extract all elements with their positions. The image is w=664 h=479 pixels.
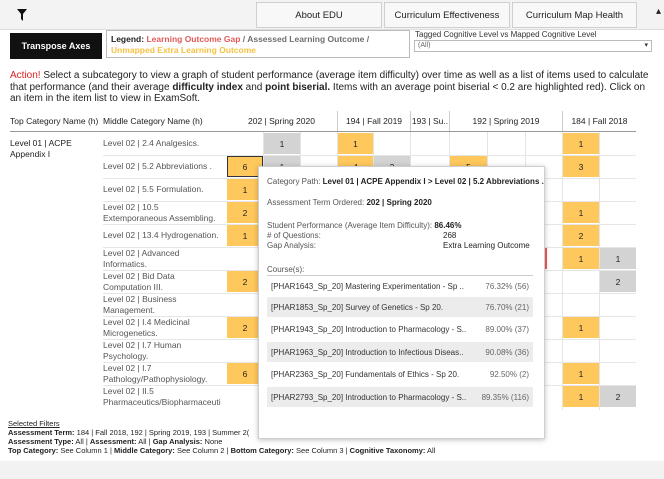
tooltip-courses-label: Course(s): [267, 265, 305, 274]
instructions-part: Items with an average point biserial < 0.2 are highlighted red). Click on an item in the item list to view in ExamSoft. [10, 81, 646, 104]
filter-label: Middle Category: [114, 446, 175, 455]
legend-separator: / [240, 34, 248, 44]
middle-category-row[interactable]: Level 02 | Bid Data Computation III. [103, 271, 175, 292]
course-value: 90.08% (36) [485, 347, 529, 357]
category-tooltip [258, 166, 545, 439]
tooltip-label: Assessment Term Ordered: [267, 198, 365, 207]
course-name: [PHAR1643_Sp_20] Mastering Experimentation - Sp .. [271, 281, 464, 291]
heatmap-cell[interactable]: 1 [563, 248, 599, 269]
filter-value: 184 | Fall 2018, 192 | Spring 2019, 193 | Summer 2( [74, 428, 250, 437]
filter-line-term [8, 428, 658, 437]
curriculum-map-health-button[interactable]: Curriculum Map Health [512, 2, 637, 28]
bottom-band [0, 461, 664, 479]
tooltip-gap-label: Gap Analysis: [267, 241, 316, 250]
tooltip-questions-value: 268 [443, 231, 457, 240]
course-value: 76.32% (56) [485, 281, 529, 291]
middle-category-row[interactable]: Level 02 | Business Management. [103, 294, 177, 315]
filter-label: Gap Analysis: [152, 437, 203, 446]
tooltip-performance [267, 221, 461, 230]
selected-filters-heading: Selected Filters [8, 419, 60, 428]
heatmap-cell[interactable]: 1 [227, 179, 263, 200]
top-category-label[interactable]: Level 01 | ACPE Appendix I [10, 138, 72, 159]
tooltip-value: 86.46% [434, 221, 462, 230]
legend-unmapped: Unmapped Extra Learning Outcome [111, 45, 256, 55]
instructions-text [10, 70, 650, 105]
course-name: [PHAR2363_Sp_20] Fundamentals of Ethics - Sp 20. [271, 369, 460, 379]
middle-category-row[interactable]: Level 02 | I.7 Human Psychology. [103, 340, 182, 361]
heatmap-cell[interactable]: 6 [227, 363, 263, 384]
middle-category-row[interactable]: Level 02 | 13.4 Hydrogenation. [103, 230, 219, 240]
tooltip-category-path [267, 177, 544, 186]
header-term-194[interactable]: 194 | Fall 2019 [345, 116, 403, 126]
legend-separator: / [364, 34, 370, 44]
heatmap-cell[interactable]: 1 [563, 363, 599, 384]
header-term-192[interactable]: 192 | Spring 2019 [472, 116, 540, 126]
dropdown-caret-icon: ▾ [644, 42, 648, 49]
course-list-item[interactable] [267, 364, 533, 384]
tagged-cognitive-label: Tagged Cognitive Level vs Mapped Cognitive Level [415, 30, 597, 39]
middle-category-row[interactable]: Level 02 | Advanced Informatics. [103, 248, 180, 269]
heatmap-cell[interactable]: 2 [227, 317, 263, 338]
tooltip-questions-label: # of Questions: [267, 231, 321, 240]
heatmap-cell[interactable]: 1 [264, 133, 300, 154]
heatmap-cell[interactable]: 2 [227, 202, 263, 223]
filter-value: See Column 3 | [293, 446, 350, 455]
heatmap-cell[interactable]: 1 [563, 202, 599, 223]
course-value: 76.70% (21) [485, 302, 529, 312]
heatmap-cell[interactable]: 1 [563, 386, 599, 407]
caret-up-icon: ▴ [656, 6, 662, 17]
filter-icon[interactable] [17, 9, 27, 21]
header-term-184[interactable]: 184 | Fall 2018 [571, 116, 628, 126]
filter-value: All | [136, 437, 153, 446]
tooltip-label: Student Performance (Average Item Difficulty): [267, 221, 433, 230]
instructions-part: Select a subcategory to view a graph of student performance (average item difficulty) over time as well as a list of items used to calculate that performance (and their average [10, 70, 649, 93]
action-label: Action! [10, 70, 41, 81]
header-term-202[interactable]: 202 | Spring 2020 [248, 116, 315, 126]
instructions-bold: difficulty index [172, 81, 243, 93]
heatmap-cell[interactable]: 2 [563, 225, 599, 246]
instructions-part: and [242, 81, 266, 93]
filter-label: Assessment Type: [8, 437, 74, 446]
course-name: [PHAR1943_Sp_20] Introduction to Pharmacology - S.. [271, 324, 467, 334]
course-list-item[interactable] [267, 342, 533, 362]
heatmap-cell-selected[interactable]: 6 [227, 156, 263, 177]
legend-box [106, 30, 410, 58]
tooltip-value: Level 01 | ACPE Appendix I > Level 02 | 5.2 Abbreviations . [322, 177, 544, 186]
course-value: 89.35% (116) [481, 392, 529, 402]
header-divider [10, 131, 636, 132]
filter-label: Assessment Term: [8, 428, 75, 437]
header-middle-category[interactable]: Middle Category Name (h) [103, 116, 203, 126]
heatmap-cell[interactable]: 1 [338, 133, 373, 154]
middle-category-row[interactable]: Level 02 | 2.4 Analgesics. [103, 138, 200, 148]
filter-label: Top Category: [8, 446, 59, 455]
curriculum-effectiveness-button[interactable]: Curriculum Effectiveness [384, 2, 510, 28]
middle-category-row[interactable]: Level 02 | I.7 Pathology/Pathophysiology. [103, 363, 208, 384]
selected-filters-summary [8, 419, 658, 455]
legend-gap: Learning Outcome Gap [146, 34, 241, 44]
tagged-cognitive-value: (All) [418, 42, 431, 49]
about-edu-button[interactable]: About EDU [256, 2, 382, 28]
middle-category-row[interactable]: Level 02 | 10.5 Extemporaneous Assembling. [103, 202, 216, 223]
course-list-item[interactable] [267, 387, 533, 407]
middle-category-row[interactable]: Level 02 | 5.2 Abbreviations . [103, 161, 213, 171]
filter-label: Bottom Category: [230, 446, 294, 455]
filter-line-categories [8, 446, 658, 455]
instructions-bold: point biserial. [265, 81, 331, 93]
legend-label: Legend: [111, 34, 145, 44]
header-top-category[interactable]: Top Category Name (h) [10, 116, 99, 126]
course-name: [PHAR1963_Sp_20] Introduction to Infectious Diseas.. [271, 347, 464, 357]
filter-value: All | [73, 437, 90, 446]
heatmap-cell[interactable]: 2 [227, 271, 263, 292]
heatmap-cell[interactable]: 3 [563, 156, 599, 177]
heatmap-cell[interactable]: 1 [227, 225, 263, 246]
legend-assessed: Assessed Learning Outcome [247, 34, 365, 44]
filter-line-type [8, 437, 658, 446]
middle-category-row[interactable]: Level 02 | 5.5 Formulation. [103, 184, 204, 194]
filter-value: See Column 1 | [58, 446, 115, 455]
course-list-item[interactable] [267, 276, 533, 296]
filter-value: See Column 2 | [174, 446, 231, 455]
filter-label: Cognitive Taxonomy: [349, 446, 426, 455]
course-value: 92.50% (2) [489, 369, 529, 379]
filter-value: All [425, 446, 436, 455]
tooltip-value: 202 | Spring 2020 [366, 198, 432, 207]
tooltip-label: Category Path: [267, 177, 321, 186]
middle-category-row[interactable]: Level 02 | I.4 Medicinal Microgenetics. [103, 317, 190, 338]
heatmap-cell[interactable]: 1 [563, 317, 599, 338]
course-value: 89.00% (37) [485, 324, 529, 334]
tooltip-gap-value: Extra Learning Outcome [443, 241, 530, 250]
top-toolbar [0, 0, 664, 30]
transpose-axes-button[interactable]: Transpose Axes [10, 33, 102, 59]
filter-label: Assessment: [89, 437, 137, 446]
middle-category-row[interactable]: Level 02 | II.5 Pharmaceutics/Biopharmaceuti [103, 386, 221, 407]
course-list-item[interactable] [267, 297, 533, 317]
heatmap-cell[interactable]: 1 [600, 248, 636, 269]
course-name: [PHAR1853_Sp_20] Survey of Genetics - Sp 20. [271, 302, 444, 312]
course-name: [PHAR2793_Sp_20] Introduction to Pharmacology - S.. [271, 392, 467, 402]
tagged-cognitive-select[interactable] [414, 40, 652, 52]
course-list-item[interactable] [267, 319, 533, 339]
heatmap-cell[interactable]: 2 [600, 386, 636, 407]
heatmap-cell[interactable]: 2 [600, 271, 636, 292]
header-term-193[interactable]: 193 | Su.. [411, 116, 449, 126]
tooltip-term [267, 198, 432, 207]
heatmap-cell[interactable]: 1 [563, 133, 599, 154]
filter-value: None [202, 437, 223, 446]
